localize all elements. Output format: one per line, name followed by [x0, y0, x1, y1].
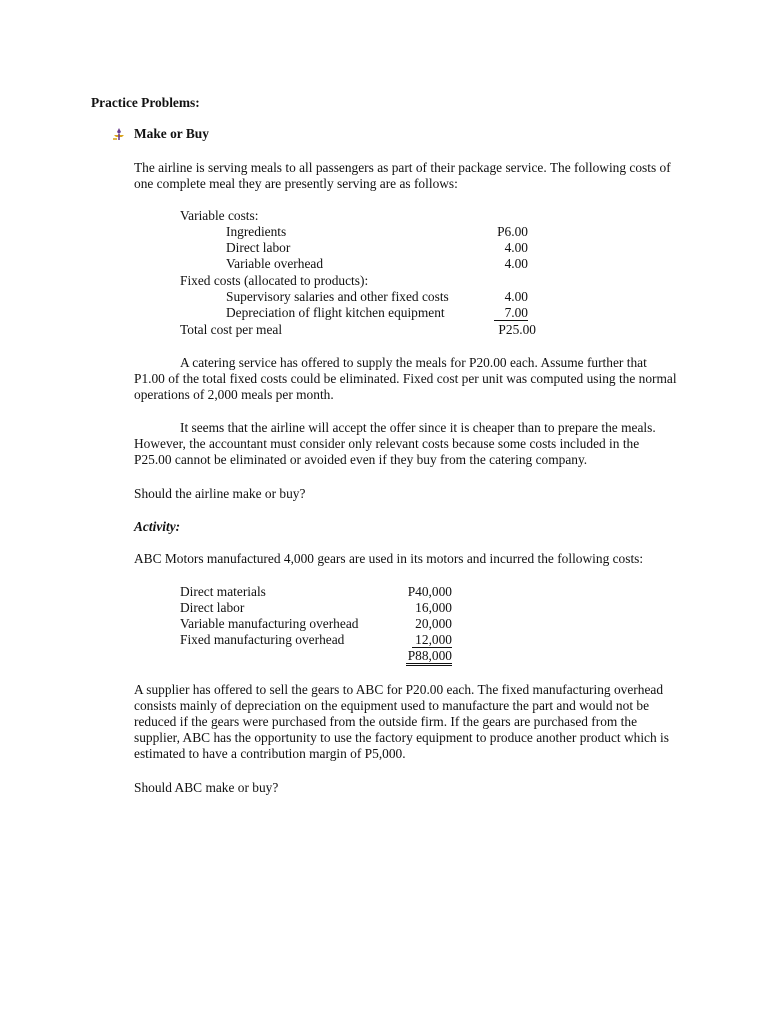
page-heading: Practice Problems:	[91, 95, 200, 110]
cost-item-label: Variable overhead	[226, 256, 324, 271]
cost-item-amount: 16,000	[415, 600, 452, 615]
pushpin-icon	[112, 127, 126, 141]
cost-item-label: Depreciation of flight kitchen equipment	[226, 305, 445, 320]
cost-item-label: Ingredients	[226, 224, 287, 239]
cost-item-amount: P6.00	[497, 224, 528, 239]
cost-item-amount: 4.00	[504, 240, 528, 255]
cost-item-label: Supervisory salaries and other fixed costs	[226, 289, 449, 304]
cost-item-amount: P40,000	[407, 584, 452, 599]
cost-item-amount: 7.00	[494, 305, 528, 321]
cost-item-label: Direct materials	[180, 584, 266, 599]
variable-costs-label: Variable costs:	[180, 208, 259, 223]
fixed-costs-label: Fixed costs (allocated to products):	[180, 273, 369, 288]
cost-item-label: Direct labor	[226, 240, 291, 255]
cost-item-label: Variable manufacturing overhead	[180, 616, 359, 631]
gear-total-amount: P88,000	[406, 649, 452, 666]
cost-item-amount: 4.00	[504, 256, 528, 271]
cost-item-amount: 4.00	[504, 289, 528, 304]
activity-intro: ABC Motors manufactured 4,000 gears are used in its motors and incurred the following costs:	[134, 551, 644, 566]
accountant-paragraph: It seems that the airline will accept the offer since it is cheaper than to prepare the meals. However, the accountant must consider only relevant costs because some costs included in the P25.00 cannot be eliminated or avoided even if they buy from the catering company.	[134, 420, 656, 467]
cost-item-amount: 20,000	[415, 616, 452, 631]
total-cost-amount: P25.00	[498, 322, 536, 337]
total-cost-label: Total cost per meal	[180, 322, 283, 337]
question-abc: Should ABC make or buy?	[134, 780, 279, 795]
section-title: Make or Buy	[134, 126, 209, 141]
cost-item-amount: 12,000	[412, 632, 452, 648]
activity-title: Activity:	[134, 519, 181, 534]
question-airline: Should the airline make or buy?	[134, 486, 306, 501]
cost-item-label: Direct labor	[180, 600, 245, 615]
supplier-paragraph: A supplier has offered to sell the gears to ABC for P20.00 each. The fixed manufacturing overhead consists mainly of depreciation on the equipment used to manufacture the part and would not be reduced if the gears were purchased from the outside firm. If the gears are purchased from the supplier, ABC has the opportunity to use the factory equipment to produce another product which is estimated to have a contribution margin of P5,000.	[134, 682, 669, 761]
catering-paragraph: A catering service has offered to supply the meals for P20.00 each. Assume further that P1.00 of the total fixed costs could be eliminated. Fixed cost per unit was computed using the normal operations of 2,000 meals per month.	[134, 355, 677, 402]
cost-item-label: Fixed manufacturing overhead	[180, 632, 345, 647]
intro-paragraph: The airline is serving meals to all passengers as part of their package service. The following costs of one complete meal they are presently serving are as follows:	[134, 160, 671, 191]
